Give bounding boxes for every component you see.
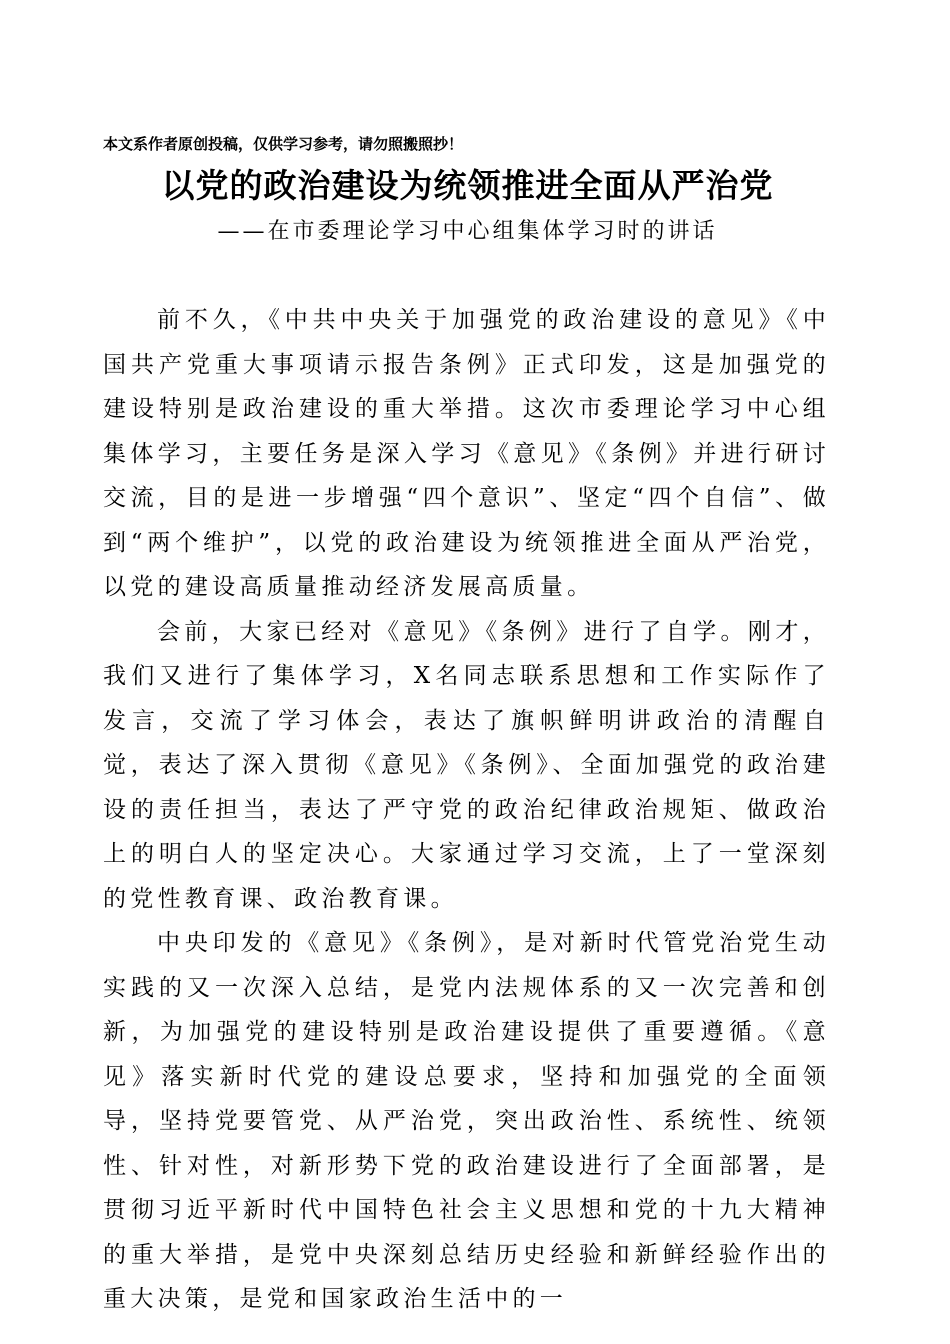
body-paragraph: 前不久，《中共中央关于加强党的政治建设的意见》《中国共产党重大事项请示报告条例》正式印发，这是加强党的建设特别是政治建设的重大举措。这次市委理论学习中心组集体学习，主要任务是深入学习《意见》《条例》并进行研讨交流，目的是进一步增强“四个意识”、坚定“四个自信”、做到“两个维护”，以党的政治建设为统领推进全面从严治党，以党的建设高质量推动经济发展高质量。 bbox=[103, 307, 830, 600]
body-paragraph: 会前，大家已经对《意见》《条例》进行了自学。刚才，我们又进行了集体学习，X名同志联系思想和工作实际作了发言，交流了学习体会，表达了旗帜鲜明讲政治的清醒自觉，表达了深入贯彻《意见》《条例》、全面加强党的政治建设的责任担当，表达了严守党的政治纪律政治规矩、做政治上的明白人的坚定决心。大家通过学习交流，上了一堂深刻的党性教育课、政治教育课。 bbox=[103, 618, 830, 912]
document-title: 以党的政治建设为统领推进全面从严治党 bbox=[161, 166, 774, 205]
document-subtitle: ——在市委理论学习中心组集体学习时的讲话 bbox=[217, 219, 718, 244]
document-body bbox=[103, 298, 830, 1322]
body-paragraph: 中央印发的《意见》《条例》，是对新时代管党治党生动实践的又一次深入总结，是党内法规体系的又一次完善和创新，为加强党的建设特别是政治建设提供了重要遵循。《意见》落实新时代党的建设总要求，坚持和加强党的全面领导，坚持党要管党、从严治党，突出政治性、系统性、统领性、针对性，对新形势下党的政治建设进行了全面部署，是贯彻习近平新时代中国特色社会主义思想和党的十九大精神的重大举措，是党中央深刻总结历史经验和新鲜经验作出的重大决策，是党和国家政治生活中的一 bbox=[103, 930, 830, 1312]
copyright-notice: 本文系作者原创投稿，仅供学习参考，请勿照搬照抄！ bbox=[103, 135, 464, 153]
